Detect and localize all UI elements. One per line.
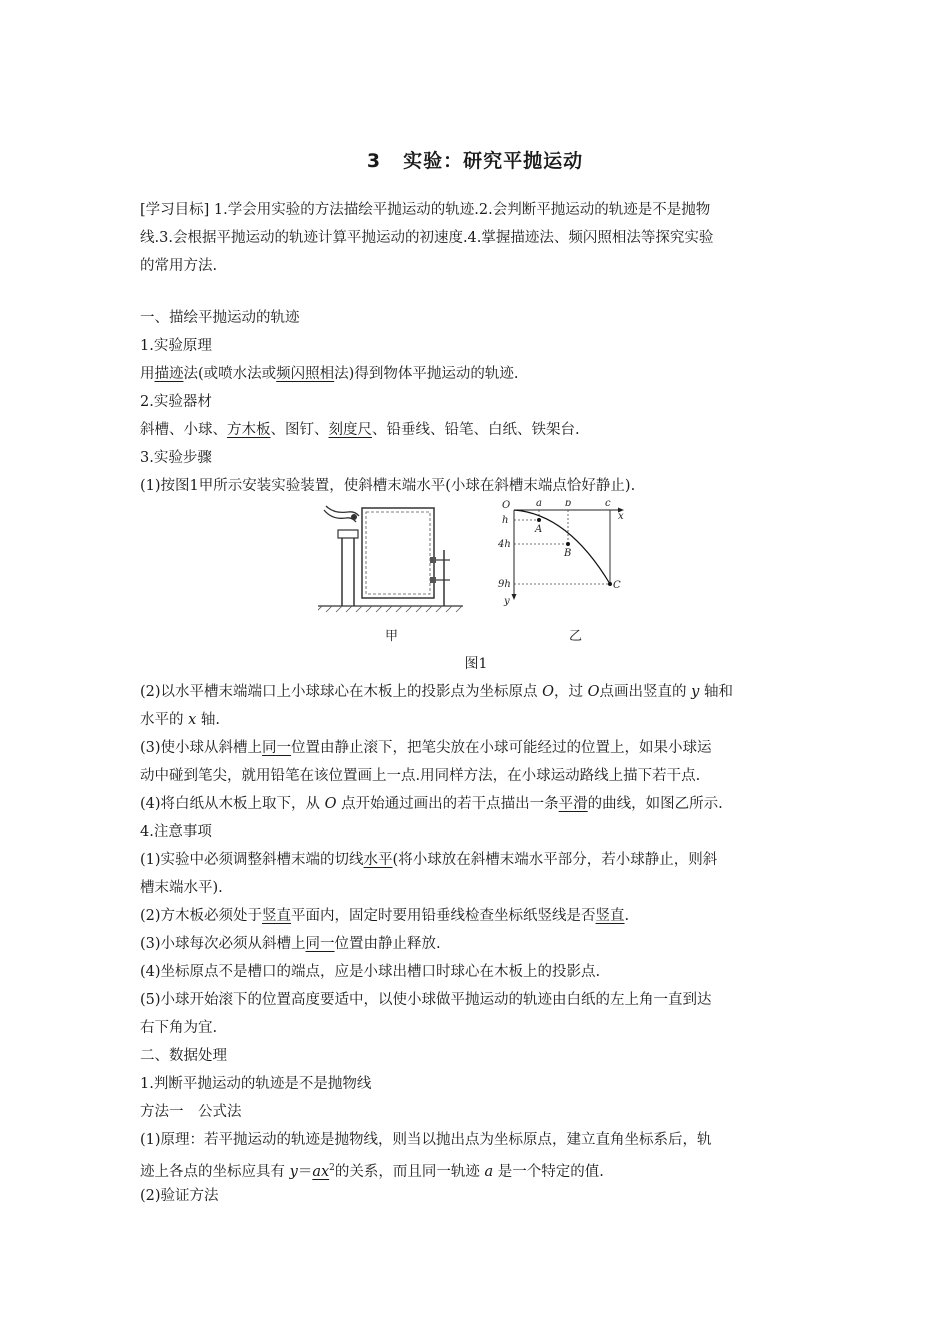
trajectory-diagram	[498, 500, 638, 618]
text-run: (将小球放在斜槽末端水平部分，若小球静止，则斜	[392, 852, 718, 868]
equipment-heading: 2.实验器材	[140, 394, 212, 410]
exponent: 2	[329, 1163, 335, 1173]
text-run: (3)小球每次必须从斜槽上	[140, 936, 306, 952]
verify-method-heading: (2)验证方法	[140, 1188, 219, 1204]
point-label-a: A	[535, 524, 543, 535]
principle-text	[140, 360, 812, 388]
step-2	[140, 678, 812, 706]
notes-heading: 4.注意事项	[140, 824, 212, 840]
underlined-term: 频闪照相	[276, 366, 335, 382]
text-run: (1)实验中必须调整斜槽末端的切线	[140, 852, 364, 868]
text-run: 法(或喷水法或	[183, 366, 277, 382]
note-4: (4)坐标原点不是槽口的端点，应是小球出槽口时球心在木板上的投影点.	[140, 964, 601, 980]
point-label-b: B	[564, 548, 572, 559]
note-5: (5)小球开始滚下的位置高度要适中，以使小球做平抛运动的轨迹由白纸的左上角一直到达	[140, 992, 712, 1008]
symbol: x	[188, 712, 197, 728]
steps-heading: 3.实验步骤	[140, 450, 212, 466]
document-body	[140, 196, 812, 1210]
text-run: (2)方木板必须处于	[140, 908, 263, 924]
text-run: 点开始通过画出的若干点描出一条	[336, 796, 559, 812]
tick-label-c: c	[605, 500, 611, 509]
principle-2-cont	[140, 1154, 812, 1182]
title-number: 3	[366, 150, 382, 172]
objectives-line-3: 的常用方法.	[140, 258, 218, 274]
page-title	[0, 146, 950, 173]
tick-label-9h: 9h	[498, 579, 511, 590]
text-run: 法)得到物体平抛运动的轨迹.	[334, 366, 519, 382]
objectives-line-2: 线.3.会根据平抛运动的轨迹计算平抛运动的初速度.4.掌握描迹法、频闪照相法等探究实验	[140, 230, 714, 246]
x-axis-label: x	[618, 511, 624, 522]
underlined-term: 竖直	[595, 908, 625, 924]
underlined-term: 方木板	[227, 422, 271, 438]
text-run: 是一个特定的值.	[493, 1163, 604, 1180]
underlined-term: 同一	[262, 740, 292, 756]
text-run: 轴.	[196, 712, 221, 728]
underlined-term: 水平	[363, 852, 393, 868]
text-run: 的曲线，如图乙所示.	[587, 796, 723, 812]
parabola-check-heading: 1.判断平抛运动的轨迹是不是抛物线	[140, 1076, 372, 1092]
underlined-term: 平滑	[558, 796, 588, 812]
symbol: y	[289, 1163, 298, 1180]
section-1-heading: 一、描绘平抛运动的轨迹	[140, 310, 300, 326]
step-2-cont	[140, 706, 812, 734]
symbol: O	[542, 684, 555, 700]
step-1: (1)按图1甲所示安装实验装置，使斜槽末端水平(小球在斜槽末端点恰好静止).	[140, 478, 636, 494]
text-run: 点画出竖直的	[599, 684, 692, 700]
method-1-heading: 方法一 公式法	[140, 1104, 242, 1120]
objectives-line-1: [学习目标] 1.学会用实验的方法描绘平抛运动的轨迹.2.会判断平抛运动的轨迹是不是抛物	[140, 202, 711, 218]
text-run: 位置由静止滚下，把笔尖放在小球可能经过的位置上，如果小球运	[291, 740, 712, 756]
text-run: 斜槽、小球、	[140, 422, 227, 438]
title-text: 实验：研究平抛运动	[403, 150, 584, 172]
point-label-c: C	[613, 580, 621, 591]
y-axis-label: y	[504, 596, 510, 607]
text-run: 的关系，而且同一轨迹	[334, 1163, 485, 1180]
caption-yi: 乙	[569, 629, 583, 644]
equipment-text	[140, 416, 812, 444]
text-run: 迹上各点的坐标应具有	[140, 1163, 290, 1180]
step-4	[140, 790, 812, 818]
text-run: 、图钉、	[270, 422, 329, 438]
symbol: O	[587, 684, 600, 700]
text-run: (3)使小球从斜槽上	[140, 740, 263, 756]
origin-label: O	[502, 500, 511, 511]
note-2	[140, 902, 812, 930]
note-5-cont: 右下角为宜.	[140, 1020, 218, 1036]
apparatus-diagram	[318, 500, 468, 618]
underlined-term: 刻度尺	[328, 422, 372, 438]
text-run: .	[624, 908, 630, 924]
text-run: ，过	[554, 684, 588, 700]
underlined-term: 描迹	[154, 366, 184, 382]
text-run: 轴和	[699, 684, 733, 700]
note-3	[140, 930, 812, 958]
text-run: 水平的	[140, 712, 189, 728]
subfigure-captions	[140, 624, 812, 650]
tick-label-a: a	[536, 500, 542, 509]
text-run: 、铅垂线、铅笔、白纸、铁架台.	[372, 422, 580, 438]
step-3-cont: 动中碰到笔尖，就用铅笔在该位置画上一点.用同样方法，在小球运动路线上描下若干点.	[140, 768, 701, 784]
tick-label-b: b	[565, 500, 572, 509]
text-run: (4)将白纸从木板上取下，从	[140, 796, 325, 812]
symbol: y	[691, 684, 700, 700]
text-run: 位置由静止释放.	[334, 936, 441, 952]
underlined-term: 竖直	[262, 908, 292, 924]
formula-term: ax	[312, 1163, 330, 1180]
figure-1	[140, 500, 812, 624]
tick-label-h: h	[502, 515, 509, 526]
principle-2-text: (1)原理：若平抛运动的轨迹是抛物线，则当以抛出点为坐标原点，建立直角坐标系后，轨	[140, 1132, 712, 1148]
section-2-heading: 二、数据处理	[140, 1048, 227, 1064]
caption-jia: 甲	[385, 629, 399, 644]
note-1-cont: 槽末端水平).	[140, 880, 223, 896]
text-run: ＝	[297, 1163, 313, 1180]
figure-caption: 图1	[464, 656, 488, 672]
symbol: a	[484, 1163, 494, 1180]
step-3	[140, 734, 812, 762]
text-run: (2)以水平槽末端端口上小球球心在木板上的投影点为坐标原点	[140, 684, 543, 700]
tick-label-4h: 4h	[498, 539, 511, 550]
text-run: 平面内，固定时要用铅垂线检查坐标纸竖线是否	[291, 908, 596, 924]
note-1	[140, 846, 812, 874]
principle-heading: 1.实验原理	[140, 338, 212, 354]
underlined-term: 同一	[305, 936, 335, 952]
symbol: O	[324, 796, 337, 812]
text-run: 用	[140, 366, 155, 382]
